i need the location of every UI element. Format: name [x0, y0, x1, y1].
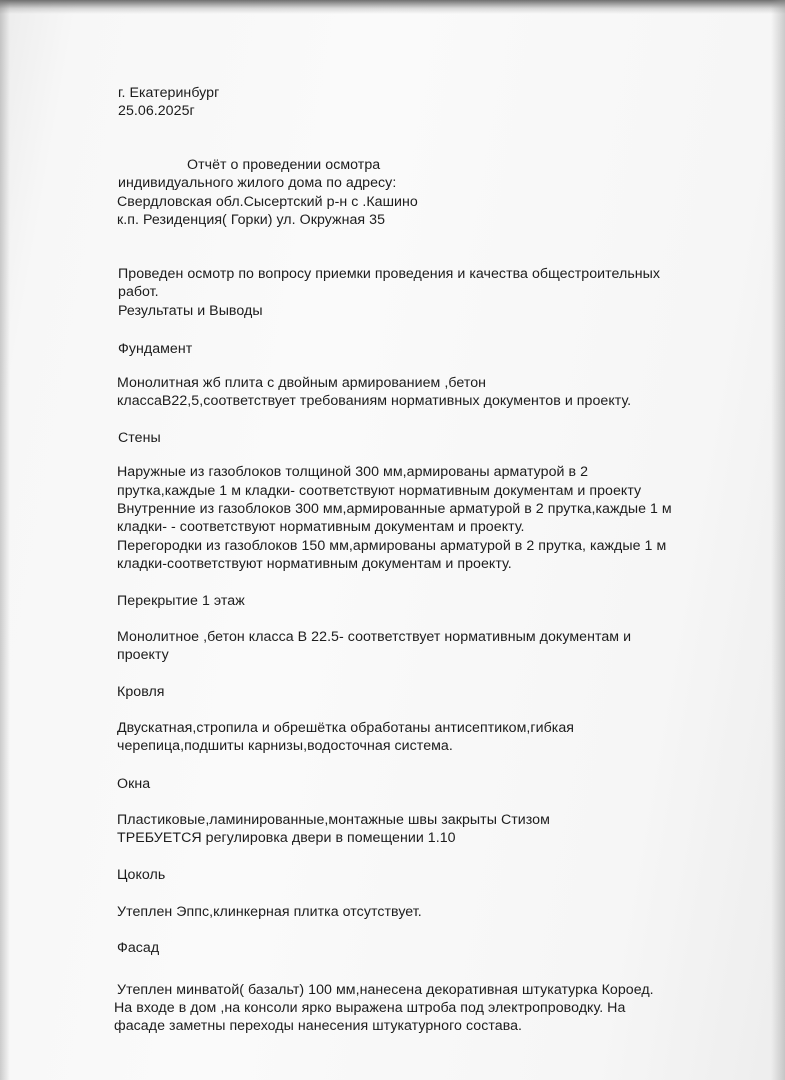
intro-line-2: работ.: [118, 284, 159, 300]
results-heading: Результаты и Выводы: [118, 303, 263, 319]
address-line-1: Свердловская обл.Сысертский р-н с .Кашино: [117, 194, 418, 210]
page-shadow-top: [0, 0, 785, 14]
foundation-line-2: классаВ22,5,соответствует требованиям нормативных документов и проекту.: [117, 393, 632, 409]
walls-line-5: Перегородки из газоблоков 150 мм,армированы арматурой в 2 прутка, каждые 1 м: [117, 538, 667, 554]
section-heading-windows: Окна: [117, 776, 151, 792]
city-line: г. Екатеринбург: [118, 85, 220, 101]
walls-line-6: кладки-соответствуют нормативным документам и проекту.: [117, 556, 512, 572]
facade-line-1: Утеплен минватой( базальт) 100 мм,нанесена декоративная штукатурка Короед.: [117, 982, 654, 998]
roof-line-1: Двускатная,стропила и обрешётка обработаны антисептиком,гибкая: [117, 720, 574, 736]
page-shadow-right: [771, 0, 785, 1080]
windows-line-1: Пластиковые,ламинированные,монтажные швы закрыты Стизом: [117, 812, 550, 828]
date-line: 25.06.2025г: [118, 103, 195, 119]
foundation-line-1: Монолитная жб плита с двойным армированием ,бетон: [117, 375, 487, 391]
section-heading-foundation: Фундамент: [118, 341, 193, 357]
facade-line-3: фасаде заметны переходы нанесения штукатурного состава.: [114, 1018, 523, 1034]
facade-line-2: На входе в дом ,на консоли ярко выражена штроба под электропроводку. На: [114, 1000, 626, 1016]
section-heading-facade: Фасад: [117, 940, 160, 956]
report-title-line-2: индивидуального жилого дома по адресу:: [118, 175, 397, 191]
floor-slab-line-2: проекту: [117, 647, 169, 663]
report-title: Отчёт о проведении осмотра: [187, 157, 381, 173]
walls-line-4: кладки- - соответствуют нормативным документам и проекту.: [117, 519, 525, 535]
page-shadow-left: [0, 0, 10, 1080]
floor-slab-line-1: Монолитное ,бетон класса В 22.5- соответствует нормативным документам и: [117, 629, 632, 645]
walls-line-2: прутка,каждые 1 м кладки- соответствуют нормативным документам и проекту: [117, 483, 642, 499]
walls-line-3: Внутренние из газоблоков 300 мм,армированные арматурой в 2 прутка,каждые 1 м: [117, 501, 672, 517]
roof-line-2: черепица,подшиты карнизы,водосточная система.: [117, 738, 453, 754]
section-heading-roof: Кровля: [117, 684, 165, 700]
walls-line-1: Наружные из газоблоков толщиной 300 мм,армированы арматурой в 2: [117, 464, 589, 480]
section-heading-floor-slab: Перекрытие 1 этаж: [117, 593, 245, 609]
windows-line-2: ТРЕБУЕТСЯ регулировка двери в помещении 1.10: [117, 830, 456, 846]
section-heading-walls: Стены: [118, 430, 161, 446]
section-heading-plinth: Цоколь: [117, 867, 166, 883]
intro-line-1: Проведен осмотр по вопросу приемки проведения и качества общестроительных: [118, 266, 661, 282]
plinth-line-1: Утеплен Эппс,клинкерная плитка отсутствует.: [117, 904, 422, 920]
address-line-2: к.п. Резиденция( Горки) ул. Окружная 35: [117, 212, 386, 228]
